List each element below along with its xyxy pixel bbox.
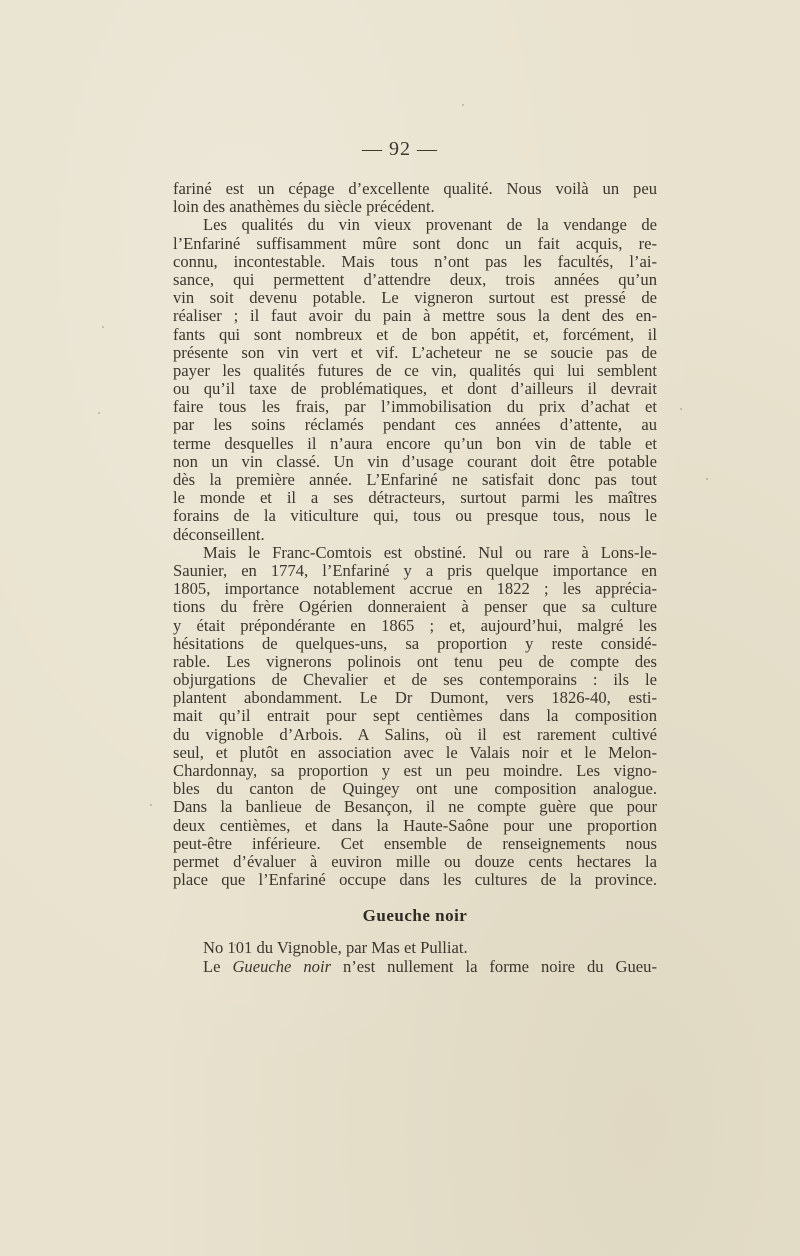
paper-speck (680, 408, 682, 410)
text-line: Les qualités du vin vieux provenant de la vendange de (203, 215, 657, 235)
text-line: fariné est un cépage d’excellente qualité. Nous voilà un peu (173, 179, 657, 198)
paper-speck (150, 804, 152, 806)
text-line: tions du frère Ogérien donneraient à penser que sa culture (173, 597, 657, 617)
text-line (173, 958, 657, 976)
text-line: hésitations de quelques-uns, sa proportion y reste considé- (173, 633, 657, 653)
text-line: bles du canton de Quingey ont une composition analogue. (173, 779, 657, 799)
text-line: seul, et plutôt en association avec le Valais noir et le Melon- (173, 742, 657, 762)
text-line: par les soins réclamés pendant ces années d’attente, au (173, 415, 657, 435)
paper-speck (706, 478, 708, 480)
text-line: fants qui sont nombreux et de bon appétit, et, forcément, il (173, 324, 657, 344)
body-text (173, 180, 657, 976)
text-line: dès la première année. L’Enfariné ne satisfait donc pas tout (173, 470, 657, 489)
text-line: plantent abondamment. Le Dr Dumont, vers 1826-40, esti- (173, 688, 657, 708)
paper-speck (102, 326, 104, 328)
text-line: objurgations de Chevalier et de ses contemporains : ils le (173, 670, 657, 690)
text-line: connu, incontestable. Mais tous n’ont pas les facultés, l’ai- (173, 251, 657, 271)
text-line: Saunier, en 1774, l’Enfariné y a pris quelque importance en (173, 560, 657, 580)
text-line: rable. Les vignerons polinois ont tenu peu de compte des (173, 651, 657, 671)
text-line: Dans la banlieue de Besançon, il ne compte guère que pour (173, 797, 657, 817)
text-line: forains de la viticulture qui, tous ou presque tous, nous le (173, 506, 657, 526)
paragraph-2 (173, 216, 657, 543)
section-heading: Gueuche noir (362, 906, 468, 926)
text-line: No 101 du Vignoble, par Mas et Pulliat. (203, 938, 468, 958)
paragraph-3 (173, 544, 657, 890)
paragraph-1 (173, 180, 657, 216)
text-line: faire tous les frais, par l’immobilisation du prix d’achat et (173, 397, 657, 417)
text-fragment: Le (203, 956, 233, 976)
text-fragment: n’est nullement la forme noire du Gueu- (331, 956, 657, 976)
text-line: loin des anathèmes du siècle précédent. (173, 197, 435, 217)
text-line: non un vin classé. Un vin d’usage courant doit être potable (173, 451, 657, 471)
text-line: payer les qualités futures de ce vin, qualités qui lui semblent (173, 360, 657, 380)
variety-name: Gueuche noir (232, 956, 332, 976)
text-line: du vignoble d’Arbois. A Salins, où il est rarement cultivé (173, 724, 657, 744)
text-line: peut-être inférieure. Cet ensemble de renseignements nous (173, 833, 657, 853)
text-line: mait qu’il entrait pour sept centièmes dans la composition (173, 706, 657, 726)
text-line: le monde et il a ses détracteurs, surtout parmi les maîtres (173, 488, 657, 508)
text-line: ou qu’il taxe de problématiques, et dont d’ailleurs il devrait (173, 379, 657, 399)
text-line: deux centièmes, et dans la Haute-Saône pour une proportion (173, 815, 657, 835)
text-line: y était prépondérante en 1865 ; et, aujourd’hui, malgré les (173, 615, 657, 635)
text-line: vin soit devenu potable. Le vigneron surtout est pressé de (173, 288, 657, 308)
paper-speck (98, 412, 100, 414)
text-line: terme desquelles il n’aura encore qu’un bon vin de table et (173, 433, 657, 453)
text-line: place que l’Enfariné occupe dans les cultures de la province. (173, 870, 657, 890)
paper-speck (462, 104, 464, 106)
text-line: l’Enfariné suffisamment mûre sont donc un fait acquis, re- (173, 233, 657, 253)
text-line: 1805, importance notablement accrue en 1822 ; les apprécia- (173, 579, 657, 599)
text-line: déconseillent. (173, 524, 265, 544)
text-line: Mais le Franc-Comtois est obstiné. Nul ou rare à Lons-le- (203, 542, 657, 562)
page-number: — 92 — (362, 138, 438, 160)
text-line: Chardonnay, sa proportion y est un peu moindre. Les vigno- (173, 761, 657, 780)
section-text (173, 939, 657, 975)
paper-speck (234, 944, 236, 946)
text-line: réaliser ; il faut avoir du pain à mettre sous la dent des en- (173, 306, 657, 326)
text-line: présente son vin vert et vif. L’acheteur ne se soucie pas de (173, 342, 657, 362)
text-line: sance, qui permettent d’attendre deux, trois années qu’un (173, 269, 657, 289)
text-line: permet d’évaluer à euviron mille ou douze cents hectares la (173, 851, 657, 871)
